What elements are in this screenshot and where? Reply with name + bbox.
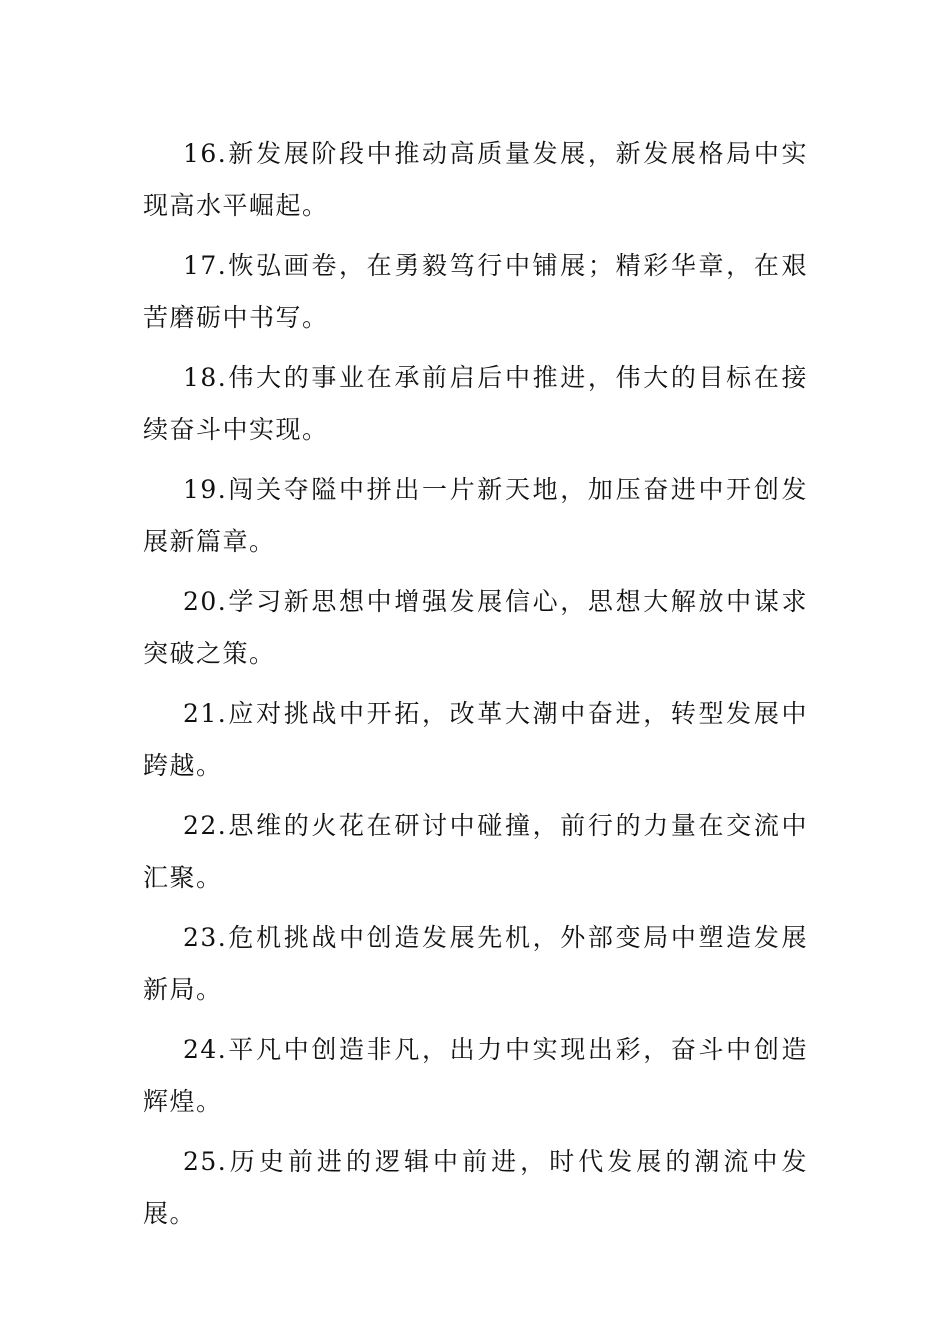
list-item: 18.伟大的事业在承前启后中推进，伟大的目标在接续奋斗中实现。 (143, 363, 808, 444)
list-item: 21.应对挑战中开拓，改革大潮中奋进，转型发展中跨越。 (143, 699, 808, 780)
list-item: 23.危机挑战中创造发展先机，外部变局中塑造发展新局。 (143, 923, 808, 1004)
list-item: 16.新发展阶段中推动高质量发展，新发展格局中实现高水平崛起。 (143, 139, 808, 220)
document-body (143, 128, 808, 1248)
list-item: 25.历史前进的逻辑中前进，时代发展的潮流中发展。 (143, 1147, 808, 1228)
list-item: 22.思维的火花在研讨中碰撞，前行的力量在交流中汇聚。 (143, 811, 808, 892)
list-item: 17.恢弘画卷，在勇毅笃行中铺展；精彩华章，在艰苦磨砺中书写。 (143, 251, 808, 332)
list-item: 19.闯关夺隘中拼出一片新天地，加压奋进中开创发展新篇章。 (143, 475, 808, 556)
list-item: 20.学习新思想中增强发展信心，思想大解放中谋求突破之策。 (143, 587, 808, 668)
list-item: 24.平凡中创造非凡，出力中实现出彩，奋斗中创造辉煌。 (143, 1035, 808, 1116)
